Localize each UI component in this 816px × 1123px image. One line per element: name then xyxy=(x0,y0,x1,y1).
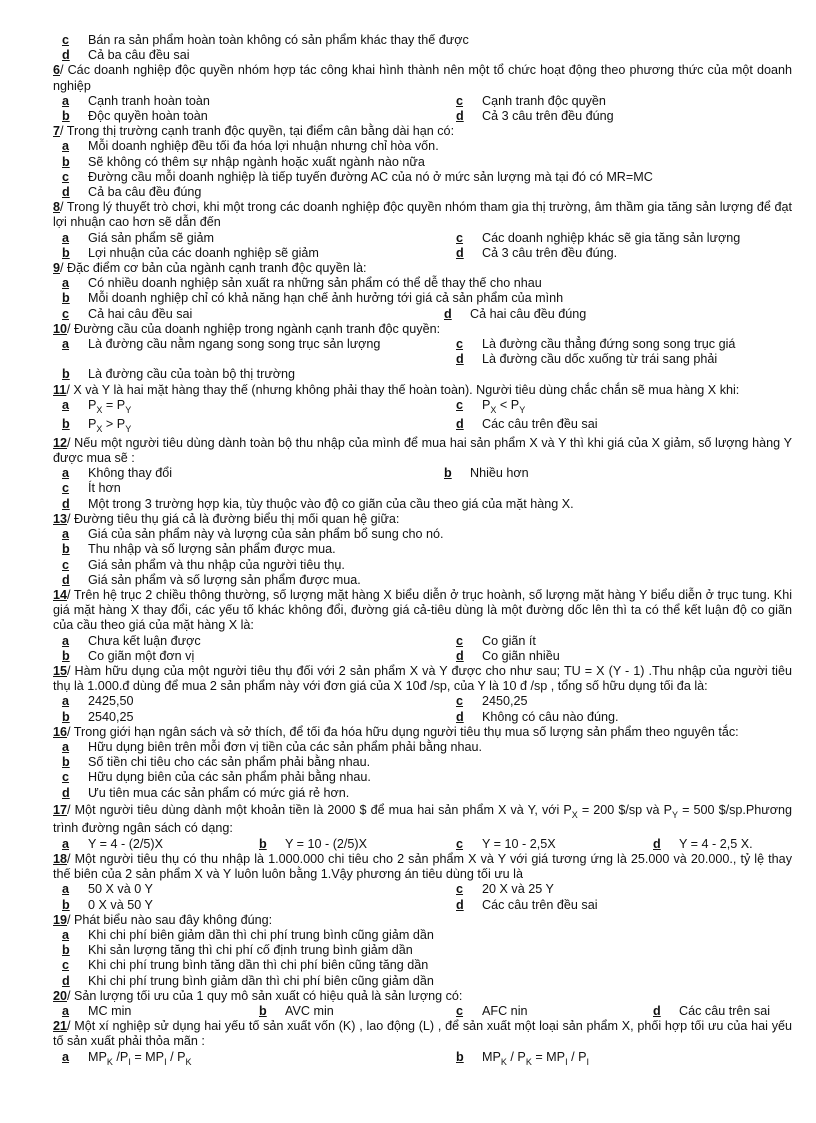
option-letter: b xyxy=(456,1049,464,1064)
option-text: Co giãn nhiều xyxy=(482,648,560,663)
question-stem: / Đặc điểm cơ bản của ngành cạnh tranh độc quyền là: xyxy=(60,261,367,276)
question-stem: / Các doanh nghiệp độc quyền nhóm hợp tác công khai hình thành nên một tổ chức hoạt động theo phương thức của một doanh nghiệp xyxy=(53,63,792,93)
option-letter: c xyxy=(62,306,70,321)
option-letter: c xyxy=(456,1003,464,1018)
option-text: AVC min xyxy=(285,1003,334,1018)
option-text: Không thay đổi xyxy=(88,466,173,481)
option-text: Giá sản phẩm và thu nhập của người tiêu thụ. xyxy=(88,557,345,572)
option-letter: c xyxy=(456,694,464,709)
option-text: Các câu trên đều sai xyxy=(482,897,598,912)
option-text: Y = 10 - (2/5)X xyxy=(285,836,368,851)
option-text: Giá sản phẩm và số lượng sản phẩm được mua. xyxy=(88,572,361,587)
option-letter: c xyxy=(62,557,70,572)
option-letter: a xyxy=(62,882,70,897)
option-letter: c xyxy=(456,337,464,352)
question-number: 17 xyxy=(53,802,68,817)
option-letter: a xyxy=(62,836,70,851)
question-12 xyxy=(47,436,792,466)
option-letter: b xyxy=(62,709,70,724)
option-text: Cả ba câu đều sai xyxy=(88,48,190,63)
question-stem: / Sản lượng tối ưu của 1 quy mô sản xuất có hiệu quả là sản lượng có: xyxy=(67,988,463,1003)
question-18 xyxy=(47,852,792,882)
option-text: Đường cầu mỗi doanh nghiệp là tiếp tuyến đường AC của nó ở mức sản lượng mà tại đó có MR=MC xyxy=(88,169,653,184)
question-stem: / Nếu một người tiêu dùng dành toàn bộ thu nhập của mình để mua hai sản phẩm X và Y thì khi giá của X giảm, số lượng hàng Y được mua sẽ : xyxy=(53,435,792,466)
option-letter: b xyxy=(62,542,70,557)
option-letter: d xyxy=(456,416,464,431)
option-formula: $P_X < P_Y$ xyxy=(482,397,526,415)
option-formula: $P_X > P_Y$ xyxy=(88,416,132,434)
question-7 xyxy=(47,124,792,139)
question-16 xyxy=(47,725,792,740)
option-letter: a xyxy=(62,1003,70,1018)
option-letter: b xyxy=(62,367,70,382)
option-letter: c xyxy=(62,169,70,184)
option-letter: d xyxy=(62,496,70,511)
option-text: Co giãn ít xyxy=(482,633,536,648)
option-letter: d xyxy=(456,352,464,367)
question-stem: / Phát biểu nào sau đây không đúng: xyxy=(67,912,273,927)
option-text: Sẽ không có thêm sự nhập ngành hoặc xuất ngành nào nữa xyxy=(88,154,425,169)
option-letter: a xyxy=(62,93,70,108)
option-letter: d xyxy=(456,897,464,912)
option-text: 20 X và 25 Y xyxy=(482,882,554,897)
option-text: Khi chi phí trung bình tăng dần thì chi phí biên cũng tăng dần xyxy=(88,958,429,973)
question-number: 21 xyxy=(53,1019,68,1034)
question-number: 10 xyxy=(53,321,68,336)
option-text: Giá sản phẩm sẽ giảm xyxy=(88,230,214,245)
option-letter: c xyxy=(456,882,464,897)
option-letter: d xyxy=(62,48,70,63)
option-text: Y = 4 - 2,5 X. xyxy=(679,836,753,851)
option-text: Nhiều hơn xyxy=(470,466,529,481)
question-14 xyxy=(47,588,792,634)
option-letter: b xyxy=(62,648,70,663)
option-text: Là đường cầu dốc xuống từ trái sang phải xyxy=(482,352,718,367)
option-text: Là đường cầu thẳng đứng song song trục giá xyxy=(482,337,736,352)
option-text: Giá của sản phẩm này và lượng của sản phẩm bổ sung cho nó. xyxy=(88,527,444,542)
option-letter: a xyxy=(62,230,70,245)
option-text: AFC nin xyxy=(482,1003,528,1018)
option-letter: c xyxy=(456,633,464,648)
question-13 xyxy=(47,512,792,527)
option-text: Cả ba câu đều đúng xyxy=(88,185,202,200)
question-number: 7 xyxy=(53,124,61,139)
option-text: Là đường cầu nằm ngang song song trục sản lượng xyxy=(88,337,381,352)
option-letter: d xyxy=(62,572,70,587)
option-letter: b xyxy=(62,109,70,124)
option-letter: b xyxy=(62,755,70,770)
option-letter: c xyxy=(456,397,464,412)
question-8 xyxy=(47,200,792,230)
option-text: Các câu trên sai xyxy=(679,1003,770,1018)
question-number: 15 xyxy=(53,663,68,678)
question-number: 19 xyxy=(53,912,68,927)
option-text: Có nhiều doanh nghiệp sản xuất ra những sản phẩm có thể dễ thay thế cho nhau xyxy=(88,276,542,291)
question-stem: / Trong lý thuyết trò chơi, khi một trong các doanh nghiệp độc quyền nhóm tham gia thị trường, âm thầm gia tăng sản lượng để đạt lợi nhuận cao hơn sẽ dẫn đến xyxy=(53,200,792,230)
option-text: MC min xyxy=(88,1003,132,1018)
option-letter: c xyxy=(62,481,70,496)
option-text: Mỗi doanh nghiệp đều tối đa hóa lợi nhuận nhưng chỉ hòa vốn. xyxy=(88,139,439,154)
option-letter: a xyxy=(62,527,70,542)
option-text: Cạnh tranh hoàn toàn xyxy=(88,93,210,108)
option-letter: d xyxy=(62,785,70,800)
option-text: Y = 4 - (2/5)X xyxy=(88,836,164,851)
exam-page xyxy=(47,33,792,1065)
option-text: Cả hai câu đều sai xyxy=(88,306,193,321)
question-number: 13 xyxy=(53,511,68,526)
option-letter: d xyxy=(456,245,464,260)
option-letter: a xyxy=(62,337,70,352)
question-stem: / Đường tiêu thụ giá cả là đường biểu thị mối quan hệ giữa: xyxy=(67,511,400,526)
option-text: Một trong 3 trường hợp kia, tùy thuộc vào độ co giãn của cầu theo giá của mặt hàng X. xyxy=(88,496,574,511)
option-text: Lợi nhuận của các doanh nghiệp sẽ giảm xyxy=(88,245,319,260)
question-10 xyxy=(47,322,792,337)
option-letter: c xyxy=(62,958,70,973)
option-letter: d xyxy=(653,836,661,851)
option-text: Khi sản lượng tăng thì chi phí cố định trung bình giảm dần xyxy=(88,943,413,958)
option-text: Ít hơn xyxy=(88,481,121,496)
option-letter: b xyxy=(62,897,70,912)
option-text: Không có câu nào đúng. xyxy=(482,709,619,724)
option-text: Cạnh tranh độc quyền xyxy=(482,93,606,108)
option-text: Bán ra sản phẩm hoàn toàn không có sản phẩm khác thay thế được xyxy=(88,33,469,47)
question-stem: / Hàm hữu dụng của một người tiêu thụ đối với 2 sản phẩm X và Y được cho như sau; TU = X (Y - 1) .Thu nhập của người tiêu thụ là 1.000.đ dùng để mua 2 sản phẩm này với đơn giá của X 10đ /sp, của Y là 10 đ /sp , tổng số hữu dụng tối đa là: xyxy=(53,663,792,694)
question-number: 12 xyxy=(53,435,68,450)
option-text: Mỗi doanh nghiệp chỉ có khả năng hạn chế ảnh hưởng tới giá cả sản phẩm của mình xyxy=(88,291,564,306)
question-21 xyxy=(47,1019,792,1049)
question-15 xyxy=(47,664,792,694)
option-text: Co giãn một đơn vị xyxy=(88,648,195,663)
option-letter: b xyxy=(62,943,70,958)
option-letter: a xyxy=(62,466,70,481)
option-letter: b xyxy=(62,416,70,431)
option-letter: d xyxy=(456,709,464,724)
question-17 xyxy=(47,801,792,837)
option-text: Số tiền chi tiêu cho các sản phẩm phải bằng nhau. xyxy=(88,755,371,770)
option-text: 2540,25 xyxy=(88,709,134,724)
option-letter: b xyxy=(259,836,267,851)
option-text: 2450,25 xyxy=(482,694,528,709)
option-letter: d xyxy=(653,1003,661,1018)
question-number: 11 xyxy=(53,382,67,397)
option-text: Chưa kết luận được xyxy=(88,633,201,648)
option-letter: d xyxy=(444,306,452,321)
option-letter: a xyxy=(62,694,70,709)
option-letter: c xyxy=(456,93,464,108)
option-letter: c xyxy=(456,230,464,245)
option-letter: b xyxy=(62,291,70,306)
option-formula: $P_X = P_Y$ xyxy=(88,397,132,415)
question-number: 9 xyxy=(53,261,61,276)
option-text: 50 X và 0 Y xyxy=(88,882,153,897)
option-text: Y = 10 - 2,5X xyxy=(482,836,556,851)
question-stem: / Một xí nghiệp sử dụng hai yếu tố sản xuất vốn (K) , lao động (L) , để sản xuất một loại sản phẩm X, phối hợp tối ưu của hai yếu tố sản xuất phải thỏa mãn : xyxy=(53,1019,792,1049)
question-stem: / Trên hệ trục 2 chiều thông thường, số lượng mặt hàng X biểu diễn ở trục hoành, số lượng mặt hàng Y biểu diễn ở trục tung. Khi giá mặt hàng X thay đổi, các yếu tố khác không đổi, đường giá cả-tiêu dùng là một đường dốc lên thì ta có thể kết luận độ co giãn của cầu theo giá của mặt hàng X là: xyxy=(53,587,792,633)
option-letter: c xyxy=(62,33,70,47)
option-letter: a xyxy=(62,1049,70,1064)
option-letter: b xyxy=(62,245,70,260)
option-letter: d xyxy=(62,185,70,200)
question-stem: / X và Y là hai mặt hàng thay thế (nhưng không phải thay thế hoàn toàn). Người tiêu dùng chắc chắn sẽ mua hàng X khi: xyxy=(66,382,740,397)
option-letter: a xyxy=(62,276,70,291)
option-letter: a xyxy=(62,927,70,942)
option-letter: d xyxy=(62,973,70,988)
question-number: 8 xyxy=(53,200,61,215)
option-text: Là đường cầu của toàn bộ thị trường xyxy=(88,367,296,382)
option-letter: a xyxy=(62,633,70,648)
option-text: Các doanh nghiệp khác sẽ gia tăng sản lượng xyxy=(482,230,741,245)
option-letter: b xyxy=(259,1003,267,1018)
question-number: 14 xyxy=(53,587,68,602)
question-stem: / Trong giới hạn ngân sách và sở thích, để tối đa hóa hữu dụng người tiêu thụ mua số lượng sản phẩm theo nguyên tắc: xyxy=(67,724,739,739)
question-number: 6 xyxy=(53,63,61,78)
question-number: 20 xyxy=(53,988,68,1003)
question-number: 18 xyxy=(53,851,68,866)
question-20 xyxy=(47,989,792,1004)
option-text: Cả hai câu đều đúng xyxy=(470,306,587,321)
question-stem: / Một người tiêu thụ có thu nhập là 1.000.000 chi tiêu cho 2 sản phẩm X và Y với giá tương ứng là 25.000 và 20.000., tỷ lệ thay thế biên của 2 sản phẩm X và Y luôn luôn bằng 1.Vậy phương án tiêu dùng tối ưu là xyxy=(53,851,792,882)
option-letter: d xyxy=(456,648,464,663)
option-text: Thu nhập và số lượng sản phẩm được mua. xyxy=(88,542,336,557)
option-text: Cả 3 câu trên đều đúng xyxy=(482,109,614,124)
option-letter: b xyxy=(444,466,452,481)
option-text: Khi chi phí biên giảm dần thì chi phí trung bình cũng giảm dần xyxy=(88,927,434,942)
option-letter: d xyxy=(456,109,464,124)
option-text: Độc quyền hoàn toàn xyxy=(88,109,208,124)
question-9 xyxy=(47,261,792,276)
question-stem: / Trong thị trường cạnh tranh độc quyền, tại điểm cân bằng dài hạn có: xyxy=(60,124,455,139)
option-text: Các câu trên đều sai xyxy=(482,416,598,431)
option-text: Hữu dụng biên trên mỗi đơn vị tiền của các sản phẩm phải bằng nhau. xyxy=(88,739,483,754)
option-text: Ưu tiên mua các sản phẩm có mức giá rẻ hơn. xyxy=(88,785,350,800)
question-11 xyxy=(47,383,792,398)
option-letter: a xyxy=(62,397,70,412)
question-number: 16 xyxy=(53,724,68,739)
option-formula: $MP_K / P_K = MP_I / P_I$ xyxy=(482,1049,590,1067)
question-6 xyxy=(47,63,792,93)
option-letter: a xyxy=(62,739,70,754)
question-stem: / Một người tiêu dùng dành một khoản tiền là 2000 $ để mua hai sản phẩm X và Y, với $P_X = 200$ $/sp và $P_Y = 500$ $/sp.Phương trình đường ngân sách có dạng: xyxy=(53,802,792,835)
option-letter: c xyxy=(456,836,464,851)
option-text: Hữu dụng biên của các sản phẩm phải bằng nhau. xyxy=(88,770,371,785)
question-19 xyxy=(47,913,792,928)
option-letter: a xyxy=(62,139,70,154)
option-text: Cả 3 câu trên đều đúng. xyxy=(482,245,618,260)
option-text: 2425,50 xyxy=(88,694,134,709)
option-formula: $MP_K$ $/P_I = MP_I / P_K$ xyxy=(88,1049,192,1067)
option-text: Khi chi phí trung bình giảm dần thì chi phí biên cũng giảm dần xyxy=(88,973,434,988)
option-letter: b xyxy=(62,154,70,169)
option-letter: c xyxy=(62,770,70,785)
question-stem: / Đường cầu của doanh nghiệp trong ngành cạnh tranh độc quyền: xyxy=(67,321,441,336)
option-text: 0 X và 50 Y xyxy=(88,897,153,912)
